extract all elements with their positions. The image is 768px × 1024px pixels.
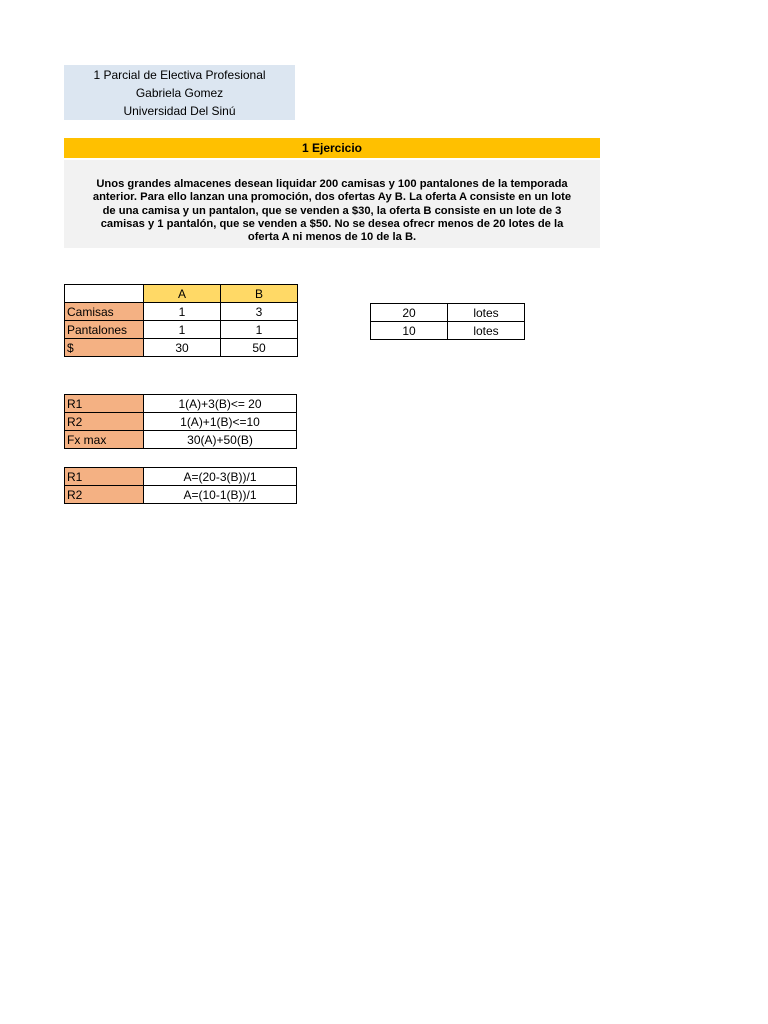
- lotes-unit: lotes: [448, 322, 525, 340]
- objective-label: Fx max: [65, 431, 144, 449]
- table-row: [65, 486, 297, 504]
- cell-b: 50: [221, 339, 298, 357]
- objective-expression: 30(A)+50(B): [144, 431, 297, 449]
- restrictions-table: [64, 394, 297, 449]
- table-row: [65, 431, 297, 449]
- solved-restrictions-table: [64, 467, 297, 504]
- lotes-value: 10: [371, 322, 448, 340]
- table-row: [65, 468, 297, 486]
- document-header: [64, 65, 295, 120]
- row-label: Camisas: [65, 303, 144, 321]
- row-label: $: [65, 339, 144, 357]
- header-student: Gabriela Gomez: [135, 86, 224, 100]
- description-line: camisas y 1 pantalón, que se venden a $50. No se desea ofrecr menos de 20 lotes de la: [100, 217, 564, 230]
- description-line: de una camisa y un pantalon, que se venden a $30, la oferta B consiste en un lote de 3: [102, 204, 562, 217]
- table-row: [65, 413, 297, 431]
- lotes-table: [370, 303, 525, 340]
- column-header-a: A: [144, 285, 221, 303]
- lotes-unit: lotes: [448, 304, 525, 322]
- exercise-title: 1 Ejercicio: [64, 138, 600, 158]
- solved-expression: A=(10-1(B))/1: [144, 486, 297, 504]
- table-header-row: [65, 285, 298, 303]
- column-header-b: B: [221, 285, 298, 303]
- products-table: [64, 284, 298, 357]
- table-row: [65, 321, 298, 339]
- table-row: [371, 322, 525, 340]
- table-row: [65, 395, 297, 413]
- table-row: [65, 303, 298, 321]
- row-label: Pantalones: [65, 321, 144, 339]
- description-line: oferta A ni menos de 10 de la B.: [247, 231, 417, 244]
- restriction-expression: 1(A)+3(B)<= 20: [144, 395, 297, 413]
- cell-a: 1: [144, 303, 221, 321]
- restriction-label: R1: [65, 395, 144, 413]
- table-corner-cell: [65, 285, 144, 303]
- restriction-label: R2: [65, 413, 144, 431]
- cell-a: 30: [144, 339, 221, 357]
- header-university: Universidad Del Sinú: [123, 104, 236, 118]
- header-course: 1 Parcial de Electiva Profesional: [93, 68, 266, 82]
- cell-b: 1: [221, 321, 298, 339]
- description-line: Unos grandes almacenes desean liquidar 200 camisas y 100 pantalones de la temporada: [96, 178, 568, 190]
- cell-a: 1: [144, 321, 221, 339]
- exercise-description: [64, 160, 600, 248]
- description-line: anterior. Para ello lanzan una promoción, dos ofertas Ay B. La oferta A consiste en un lote: [92, 191, 572, 204]
- table-row: [65, 339, 298, 357]
- lotes-value: 20: [371, 304, 448, 322]
- solved-expression: A=(20-3(B))/1: [144, 468, 297, 486]
- table-row: [371, 304, 525, 322]
- restriction-label: R2: [65, 486, 144, 504]
- restriction-expression: 1(A)+1(B)<=10: [144, 413, 297, 431]
- restriction-label: R1: [65, 468, 144, 486]
- cell-b: 3: [221, 303, 298, 321]
